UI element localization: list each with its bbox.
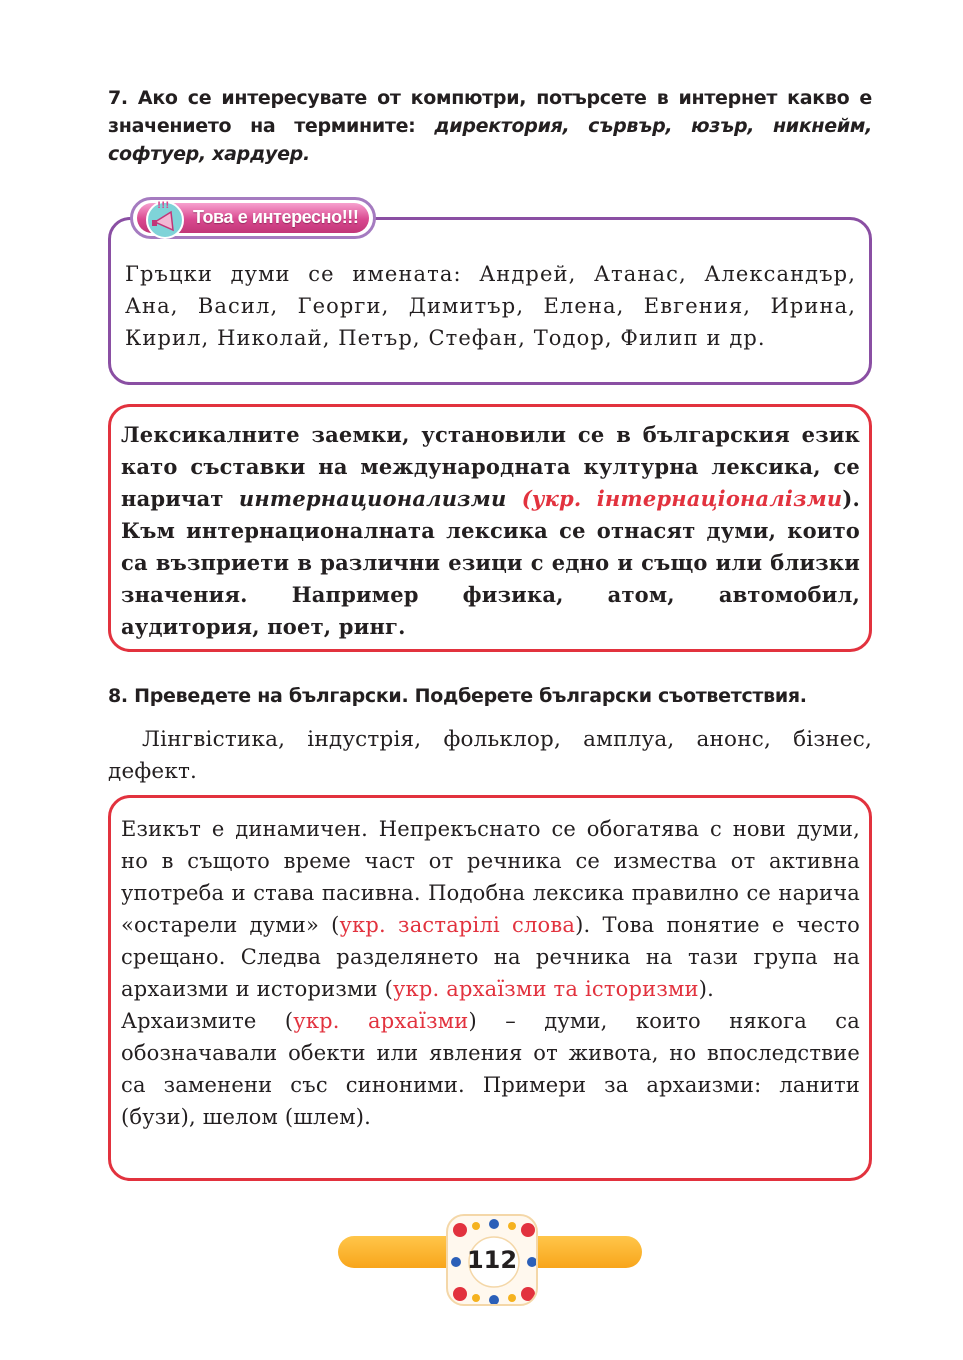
task-8-words: Лінгвістика, індустрія, фольклор, амплуа, анонс, бізнес, дефект. — [108, 727, 872, 784]
badge-label: Това е интересно!!! — [193, 207, 359, 227]
task-7-terms: директория, сървър, юзър, никнейм, софтуер, хардуер. — [108, 115, 872, 165]
rule-text-internationalisms: Лексикалните заемки, установили се в българския език като съставки на международната културна лексика, се наричат интернационализми (укр. інтернаціоналізми). Към интернационалната лексика се отнасят думи, които са възприети в различни езици с едно и също или близки значения. Например физика, атом, автомобил, аудитория, поет, ринг. — [121, 422, 860, 639]
rule-text-archaisms: Езикът е динамичен. Непрекъснато се обогатява с нови думи, но в същото време част от речника се измества от активна употреба и става пасивна. Подобна лексика правилно се нарича «остарели думи» (укр. застарілі слова). Това понятие е често срещано. Следва разделянето на речника на тази група на архаизми и историзми (укр. архаїзми та історизми). — [121, 817, 860, 1001]
interesting-box — [108, 217, 872, 385]
ukr-translation: (укр. інтернаціоналізми — [521, 486, 843, 511]
page-number-badge — [446, 1214, 538, 1306]
rule-text-archaisms-2: Архаизмите (укр. архаїзми) – думи, които някога са обозначавали обекти или явления от живота, но впоследствие са заменени със синоними. Примери за архаизми: ланити (бузи), шелом (шлем). — [121, 1009, 860, 1129]
task-8-title: 8. Преведете на български. Подберете български съответствия. — [108, 685, 807, 707]
term-internationalisms: интернационализми — [238, 486, 507, 511]
svg-text:!!!: !!! — [157, 201, 170, 211]
task-7 — [108, 84, 872, 168]
rule-box-internationalisms — [108, 404, 872, 652]
page-number: 112 — [466, 1246, 518, 1274]
rule-box-archaisms — [108, 795, 872, 1181]
interesting-badge — [130, 197, 376, 239]
task-7-lead: 7. Ако се интересувате от компютри, потърсете в интернет какво е значението на термините: — [108, 87, 872, 137]
interesting-text: Гръцки думи се имената: Андрей, Атанас, Александър, Ана, Васил, Георги, Димитър, Елена, Евгения, Ирина, Кирил, Николай, Петър, Стефан, Тодор, Филип и др. — [125, 262, 856, 350]
megaphone-icon — [143, 196, 187, 240]
